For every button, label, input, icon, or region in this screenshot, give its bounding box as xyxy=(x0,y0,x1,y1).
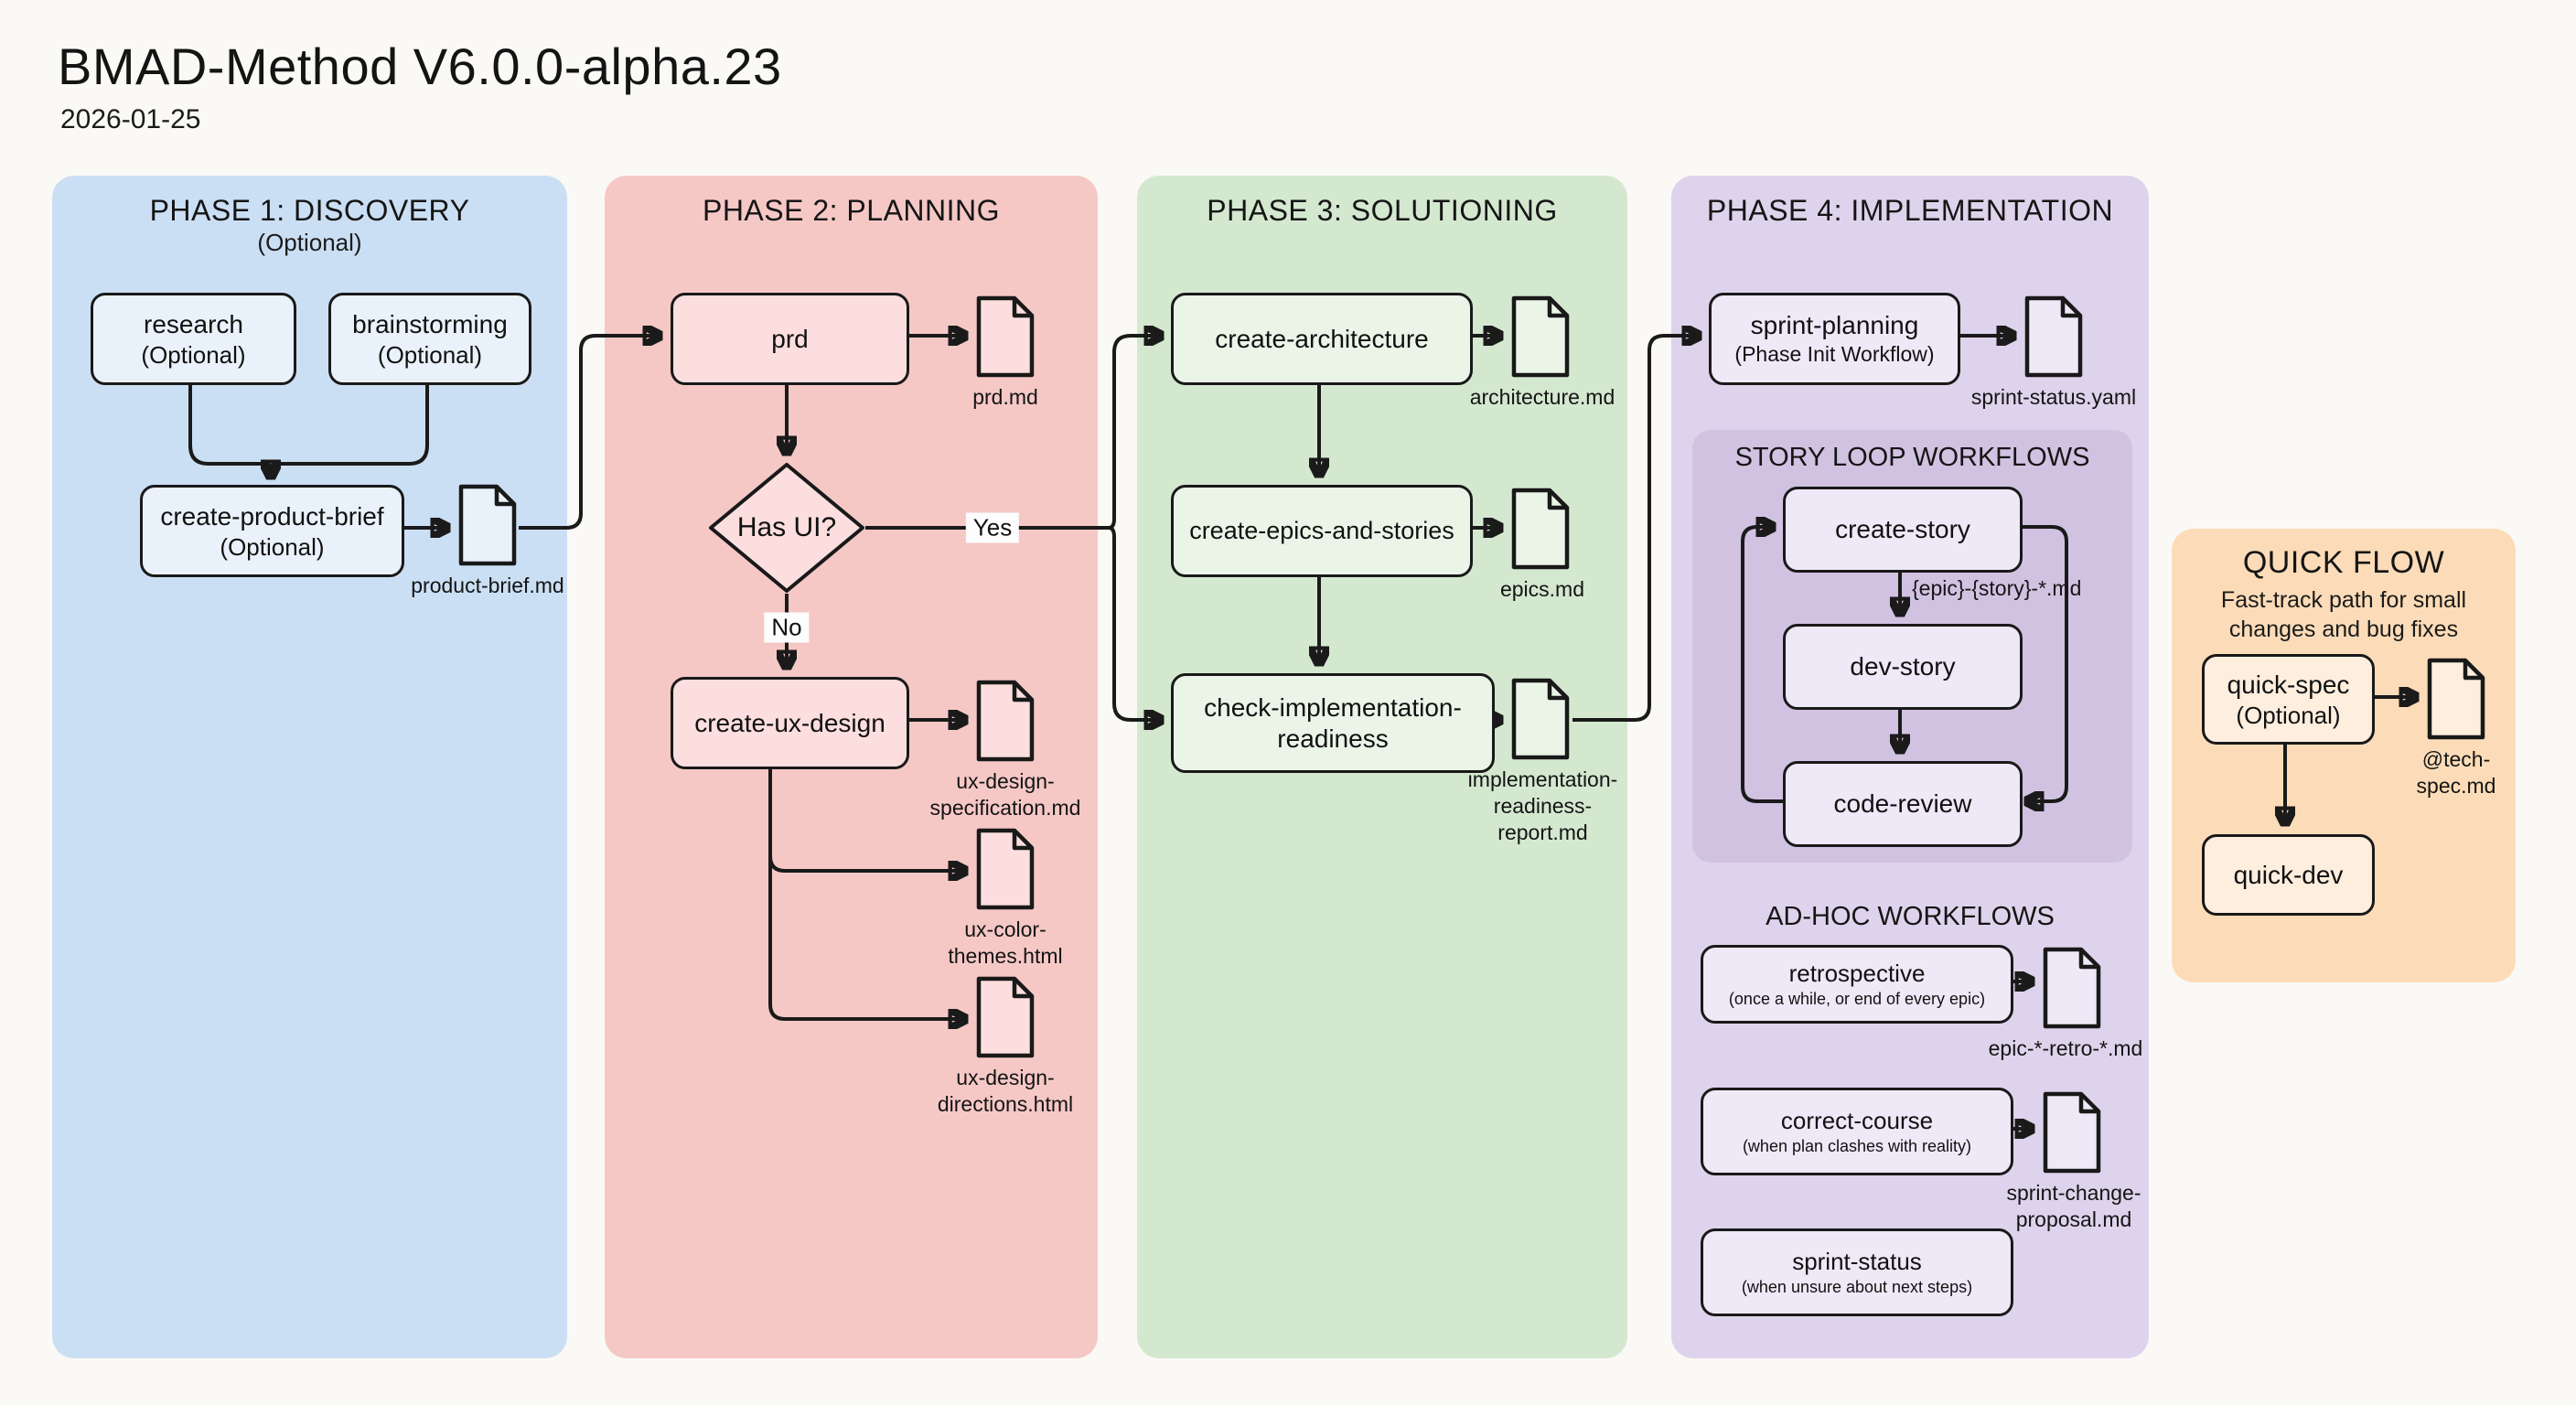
phase3-title: PHASE 3: SOLUTIONING xyxy=(1207,194,1558,227)
doc-label-epic-retro: epic-*-retro-*.md xyxy=(1988,1036,2143,1060)
node-brainstorming xyxy=(328,293,531,385)
node-correct-course xyxy=(1701,1088,2013,1175)
document-icon xyxy=(2041,1090,2103,1174)
doc-label-ux-spec: ux-design-specification.md xyxy=(929,769,1081,820)
node-retrospective xyxy=(1701,945,2013,1024)
node-check-implementation-readiness-label: check-implementation-readiness xyxy=(1204,693,1462,753)
node-brainstorming-label: brainstorming xyxy=(352,309,508,338)
document-icon xyxy=(974,679,1036,763)
document-icon xyxy=(974,975,1036,1059)
edge-label-story-artifact: {epic}-{story}-*.md xyxy=(1912,576,2082,600)
document-icon xyxy=(456,483,519,567)
node-code-review-label: code-review xyxy=(1833,789,1972,819)
document-icon xyxy=(2041,946,2103,1030)
document-icon xyxy=(974,295,1036,379)
decision-has-ui xyxy=(708,462,865,594)
node-create-architecture-label: create-architecture xyxy=(1215,324,1429,353)
node-sprint-status-note: (when unsure about next steps) xyxy=(1741,1277,1973,1296)
node-quick-dev-label: quick-dev xyxy=(2233,860,2344,889)
doc-label-prd: prd.md xyxy=(972,385,1038,409)
node-sprint-planning-label: sprint-planning xyxy=(1750,311,1919,340)
phase2-title: PHASE 2: PLANNING xyxy=(702,194,1001,227)
document-icon xyxy=(1509,677,1572,761)
phase4-title: PHASE 4: IMPLEMENTATION xyxy=(1706,194,2114,227)
node-check-implementation-readiness xyxy=(1171,673,1495,773)
doc-label-architecture: architecture.md xyxy=(1469,385,1615,409)
quick-flow-subtitle: Fast-track path for small changes and bug fixes xyxy=(2220,587,2467,642)
node-sprint-status-label: sprint-status xyxy=(1792,1248,1922,1276)
quick-flow-title: QUICK FLOW xyxy=(2242,545,2445,580)
doc-label-ux-directions: ux-design-directions.html xyxy=(937,1066,1074,1116)
node-quick-dev xyxy=(2202,834,2375,916)
document-icon xyxy=(1509,295,1572,379)
edge-label-yes: Yes xyxy=(966,513,1019,543)
page-date: 2026-01-25 xyxy=(60,104,201,134)
node-dev-story xyxy=(1783,624,2023,710)
node-create-epics-and-stories xyxy=(1171,485,1473,577)
node-prd-label: prd xyxy=(771,324,809,353)
node-sprint-planning xyxy=(1709,293,1960,385)
phase1-subtitle: (Optional) xyxy=(257,229,362,256)
node-code-review xyxy=(1783,761,2023,847)
doc-label-ux-color: ux-color-themes.html xyxy=(948,917,1063,968)
node-research xyxy=(91,293,296,385)
document-icon xyxy=(2023,295,2085,379)
node-create-architecture xyxy=(1171,293,1473,385)
node-sprint-planning-note: (Phase Init Workflow) xyxy=(1734,342,1935,367)
document-icon xyxy=(1509,487,1572,571)
page-title: BMAD-Method V6.0.0-alpha.23 xyxy=(58,38,782,95)
node-quick-spec xyxy=(2202,654,2375,745)
doc-label-epics: epics.md xyxy=(1499,577,1585,601)
doc-label-product-brief: product-brief.md xyxy=(411,574,564,597)
node-create-product-brief-label: create-product-brief xyxy=(160,501,384,531)
node-create-story xyxy=(1783,487,2023,573)
node-research-note: (Optional) xyxy=(141,340,246,369)
node-prd xyxy=(671,293,909,385)
node-create-product-brief-note: (Optional) xyxy=(220,532,325,561)
doc-label-readiness-report: implementation-readiness-report.md xyxy=(1467,767,1618,844)
edge-label-no: No xyxy=(764,613,809,643)
node-quick-spec-label: quick-spec xyxy=(2227,670,2350,699)
node-create-ux-design xyxy=(671,677,909,769)
decision-has-ui-label: Has UI? xyxy=(736,512,837,542)
adhoc-title: AD-HOC WORKFLOWS xyxy=(1766,902,2055,931)
document-icon xyxy=(2425,657,2487,741)
node-brainstorming-note: (Optional) xyxy=(377,340,483,369)
node-correct-course-note: (when plan clashes with reality) xyxy=(1742,1136,1972,1155)
phase1-title: PHASE 1: DISCOVERY xyxy=(149,194,470,227)
node-quick-spec-note: (Optional) xyxy=(2236,701,2341,729)
node-research-label: research xyxy=(144,309,243,338)
node-create-ux-design-label: create-ux-design xyxy=(694,708,886,737)
document-icon xyxy=(974,827,1036,911)
node-correct-course-label: correct-course xyxy=(1780,1107,1934,1135)
node-create-product-brief xyxy=(140,485,404,577)
story-loop-title: STORY LOOP WORKFLOWS xyxy=(1734,443,2090,472)
node-retrospective-note: (once a while, or end of every epic) xyxy=(1728,989,1986,1008)
doc-label-sprint-change-proposal: sprint-change-proposal.md xyxy=(2006,1181,2141,1231)
doc-label-sprint-status-yaml: sprint-status.yaml xyxy=(1970,385,2137,409)
doc-label-tech-spec: @tech-spec.md xyxy=(2416,747,2496,798)
node-sprint-status xyxy=(1701,1228,2013,1316)
node-retrospective-label: retrospective xyxy=(1788,960,1926,988)
node-create-story-label: create-story xyxy=(1835,515,1970,544)
node-dev-story-label: dev-story xyxy=(1850,652,1956,681)
node-create-epics-and-stories-label: create-epics-and-stories xyxy=(1189,516,1454,544)
